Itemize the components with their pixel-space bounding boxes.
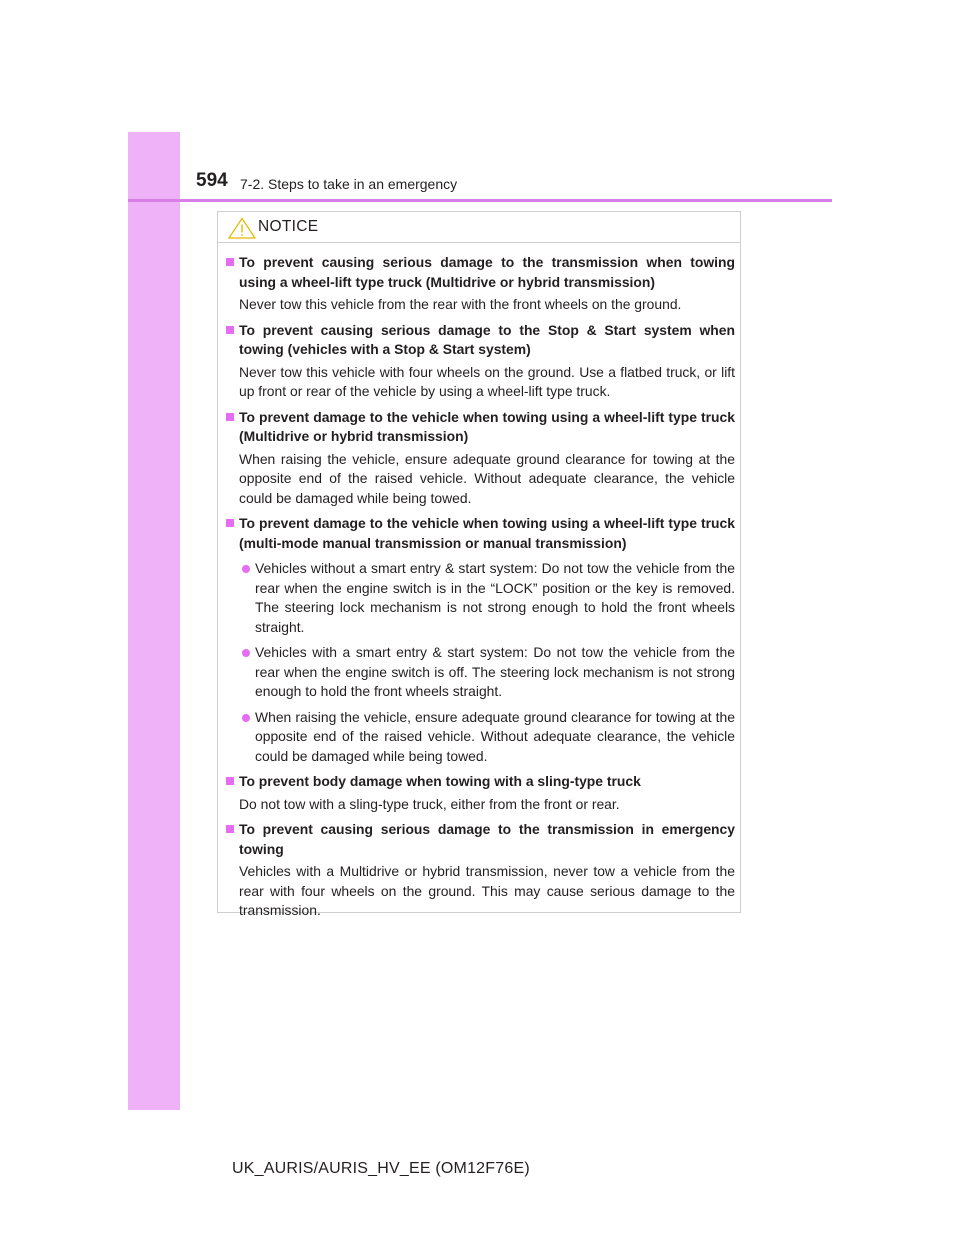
round-bullet-icon bbox=[242, 649, 250, 657]
notice-item bbox=[224, 408, 735, 509]
item-text: When raising the vehicle, ensure adequate ground clearance for towing at the opposite end of the raised vehicle. Without adequate clearance, the vehicle could be damaged while being towed. bbox=[239, 450, 735, 506]
item-text: Vehicles with a Multidrive or hybrid transmission, never tow a vehicle from the rear with four wheels on the ground. This may cause serious damage to the transmission. bbox=[239, 863, 735, 918]
notice-box bbox=[217, 211, 741, 918]
round-bullet-icon bbox=[242, 565, 250, 573]
item-heading: To prevent damage to the vehicle when towing using a wheel-lift type truck (multi-mode manual transmission or manual transmission) bbox=[224, 514, 735, 553]
item-heading: To prevent damage to the vehicle when towing using a wheel-lift type truck (Multidrive or hybrid transmission) bbox=[224, 408, 735, 447]
header-rule bbox=[128, 199, 832, 202]
round-bullet-item: Vehicles with a smart entry & start system: Do not tow the vehicle from the rear when the engine switch is off. The steering lock mechanism is not strong enough to hold the front wheels straight. bbox=[224, 643, 735, 702]
square-bullet-icon bbox=[226, 519, 234, 527]
chapter-sidebar-tab bbox=[128, 132, 180, 1110]
square-bullet-icon bbox=[226, 326, 234, 334]
round-bullet-icon bbox=[242, 714, 250, 722]
square-bullet-icon bbox=[226, 413, 234, 421]
item-heading: To prevent causing serious damage to the transmission when towing using a wheel-lift type truck (Multidrive or hybrid transmission) bbox=[224, 253, 735, 292]
item-heading: To prevent body damage when towing with a sling-type truck bbox=[224, 772, 735, 792]
notice-item bbox=[224, 820, 735, 921]
item-heading: To prevent causing serious damage to the transmission in emergency towing bbox=[224, 820, 735, 859]
notice-item bbox=[224, 253, 735, 315]
square-bullet-icon bbox=[226, 258, 234, 266]
item-heading: To prevent causing serious damage to the Stop & Start system when towing (vehicles with a Stop & Start system) bbox=[224, 321, 735, 360]
warning-triangle-icon bbox=[228, 217, 256, 239]
notice-item bbox=[224, 772, 735, 814]
item-text: Never tow this vehicle with four wheels on the ground. Use a flatbed truck, or lift up front or rear of the vehicle by using a wheel-lift type truck. bbox=[239, 363, 735, 399]
notice-title: NOTICE bbox=[258, 218, 319, 235]
square-bullet-icon bbox=[226, 777, 234, 785]
notice-item bbox=[224, 514, 735, 766]
page-number: 594 bbox=[196, 170, 228, 191]
section-title: 7-2. Steps to take in an emergency bbox=[240, 176, 458, 192]
notice-header bbox=[218, 212, 740, 243]
round-bullet-item: Vehicles without a smart entry & start system: Do not tow the vehicle from the rear when the engine switch is in the “LOCK” position or the key is removed. The steering lock mechanism is not strong enough to hold the front wheels straight. bbox=[224, 559, 735, 637]
notice-body bbox=[218, 243, 740, 921]
notice-item bbox=[224, 321, 735, 402]
item-text: Never tow this vehicle from the rear with the front wheels on the ground. bbox=[239, 296, 682, 312]
round-bullet-item: When raising the vehicle, ensure adequate ground clearance for towing at the opposite end of the raised vehicle. Without adequate clearance, the vehicle could be damaged while being towed. bbox=[224, 708, 735, 767]
square-bullet-icon bbox=[226, 825, 234, 833]
footer-model-code: UK_AURIS/AURIS_HV_EE (OM12F76E) bbox=[232, 1160, 530, 1177]
item-text: Do not tow with a sling-type truck, either from the front or rear. bbox=[239, 795, 620, 812]
